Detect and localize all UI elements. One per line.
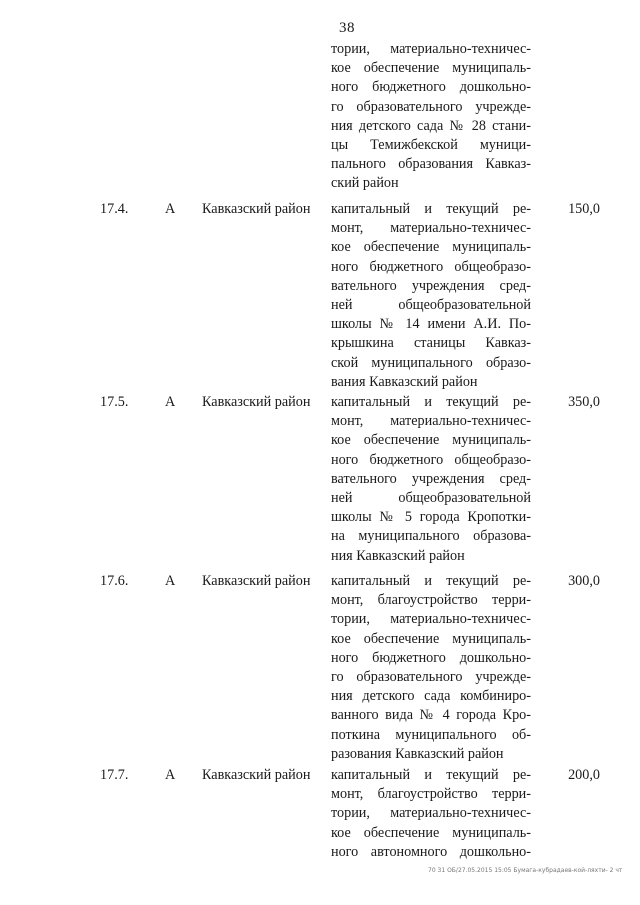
row-amount: 350,0 — [568, 394, 600, 410]
description-line: монт, благоустройство терри- — [331, 592, 531, 609]
description-line: ния Кавказский район — [331, 547, 465, 564]
description-line: го образовательного учрежде- — [331, 98, 531, 115]
description-line: ного бюджетного общеобразо- — [331, 258, 531, 275]
row-description — [331, 200, 531, 392]
row-category: А — [165, 394, 176, 410]
row-description — [331, 572, 531, 764]
description-line: го образовательного учрежде- — [331, 669, 531, 686]
description-line: капитальный и текущий ре- — [331, 201, 531, 217]
description-line: ней общеобразовательной — [331, 490, 531, 507]
description-line: поткина муниципального об- — [331, 726, 531, 743]
row-number: 17.7. — [100, 767, 129, 783]
row-amount: 150,0 — [568, 201, 600, 217]
row-category: А — [165, 767, 176, 783]
description-line: вательного учреждения сред- — [331, 470, 531, 487]
description-line: ской муниципального образо- — [331, 354, 531, 371]
description-line: ного бюджетного дошкольно- — [331, 79, 531, 96]
description-line: ванного вида № 4 города Кро- — [331, 707, 531, 724]
row-number: 17.6. — [100, 573, 129, 589]
description-line: кое обеспечение муниципаль- — [331, 824, 531, 841]
row-number: 17.4. — [100, 201, 129, 217]
description-line: вательного учреждения сред- — [331, 277, 531, 294]
description-line: школы № 14 имени А.И. По- — [331, 316, 531, 333]
page-number: 38 — [339, 20, 355, 36]
row-description — [331, 393, 531, 566]
description-line: ский район — [331, 175, 399, 192]
description-line: на муниципального образова- — [331, 528, 531, 545]
row-district: Кавказский район — [202, 767, 311, 783]
continued-description — [331, 40, 531, 194]
description-line: вания Кавказский район — [331, 373, 478, 390]
description-line: тории, материально-техничес- — [331, 41, 531, 57]
row-amount: 300,0 — [568, 573, 600, 589]
description-line: монт, благоустройство терри- — [331, 786, 531, 803]
description-line: цы Темижбекской муници- — [331, 137, 531, 154]
row-district: Кавказский район — [202, 394, 311, 410]
description-line: тории, материально-техничес- — [331, 611, 531, 628]
description-line: ного бюджетного дошкольно- — [331, 649, 531, 666]
row-description — [331, 766, 531, 862]
description-line: кое обеспечение муниципаль- — [331, 630, 531, 647]
print-footer: 70 31 ОБ/27.05.2015 15:05 Бумага-кубрадаев-кой-ляхти- 2 чт — [428, 867, 623, 874]
description-line: ней общеобразовательной — [331, 297, 531, 314]
description-line: кое обеспечение муниципаль- — [331, 60, 531, 77]
row-district: Кавказский район — [202, 201, 311, 217]
description-line: монт, материально-техничес- — [331, 220, 531, 237]
description-line: капитальный и текущий ре- — [331, 394, 531, 410]
description-line: кое обеспечение муниципаль- — [331, 432, 531, 449]
description-line: кое обеспечение муниципаль- — [331, 239, 531, 256]
description-line: капитальный и текущий ре- — [331, 767, 531, 783]
description-line: ного автономного дошкольно- — [331, 843, 531, 860]
row-category: А — [165, 573, 176, 589]
row-category: А — [165, 201, 176, 217]
row-amount: 200,0 — [568, 767, 600, 783]
description-line: ния детского сада № 28 стани- — [331, 117, 531, 134]
description-line: ния детского сада комбиниро- — [331, 688, 531, 705]
description-line: школы № 5 города Кропотки- — [331, 509, 531, 526]
row-district: Кавказский район — [202, 573, 311, 589]
description-line: монт, материально-техничес- — [331, 413, 531, 430]
row-number: 17.5. — [100, 394, 129, 410]
description-line: ного бюджетного общеобразо- — [331, 451, 531, 468]
description-line: пального образования Кавказ- — [331, 156, 531, 173]
description-line: крышкина станицы Кавказ- — [331, 335, 531, 352]
description-line: капитальный и текущий ре- — [331, 573, 531, 589]
description-line: разования Кавказский район — [331, 745, 504, 762]
description-line: тории, материально-техничес- — [331, 805, 531, 822]
